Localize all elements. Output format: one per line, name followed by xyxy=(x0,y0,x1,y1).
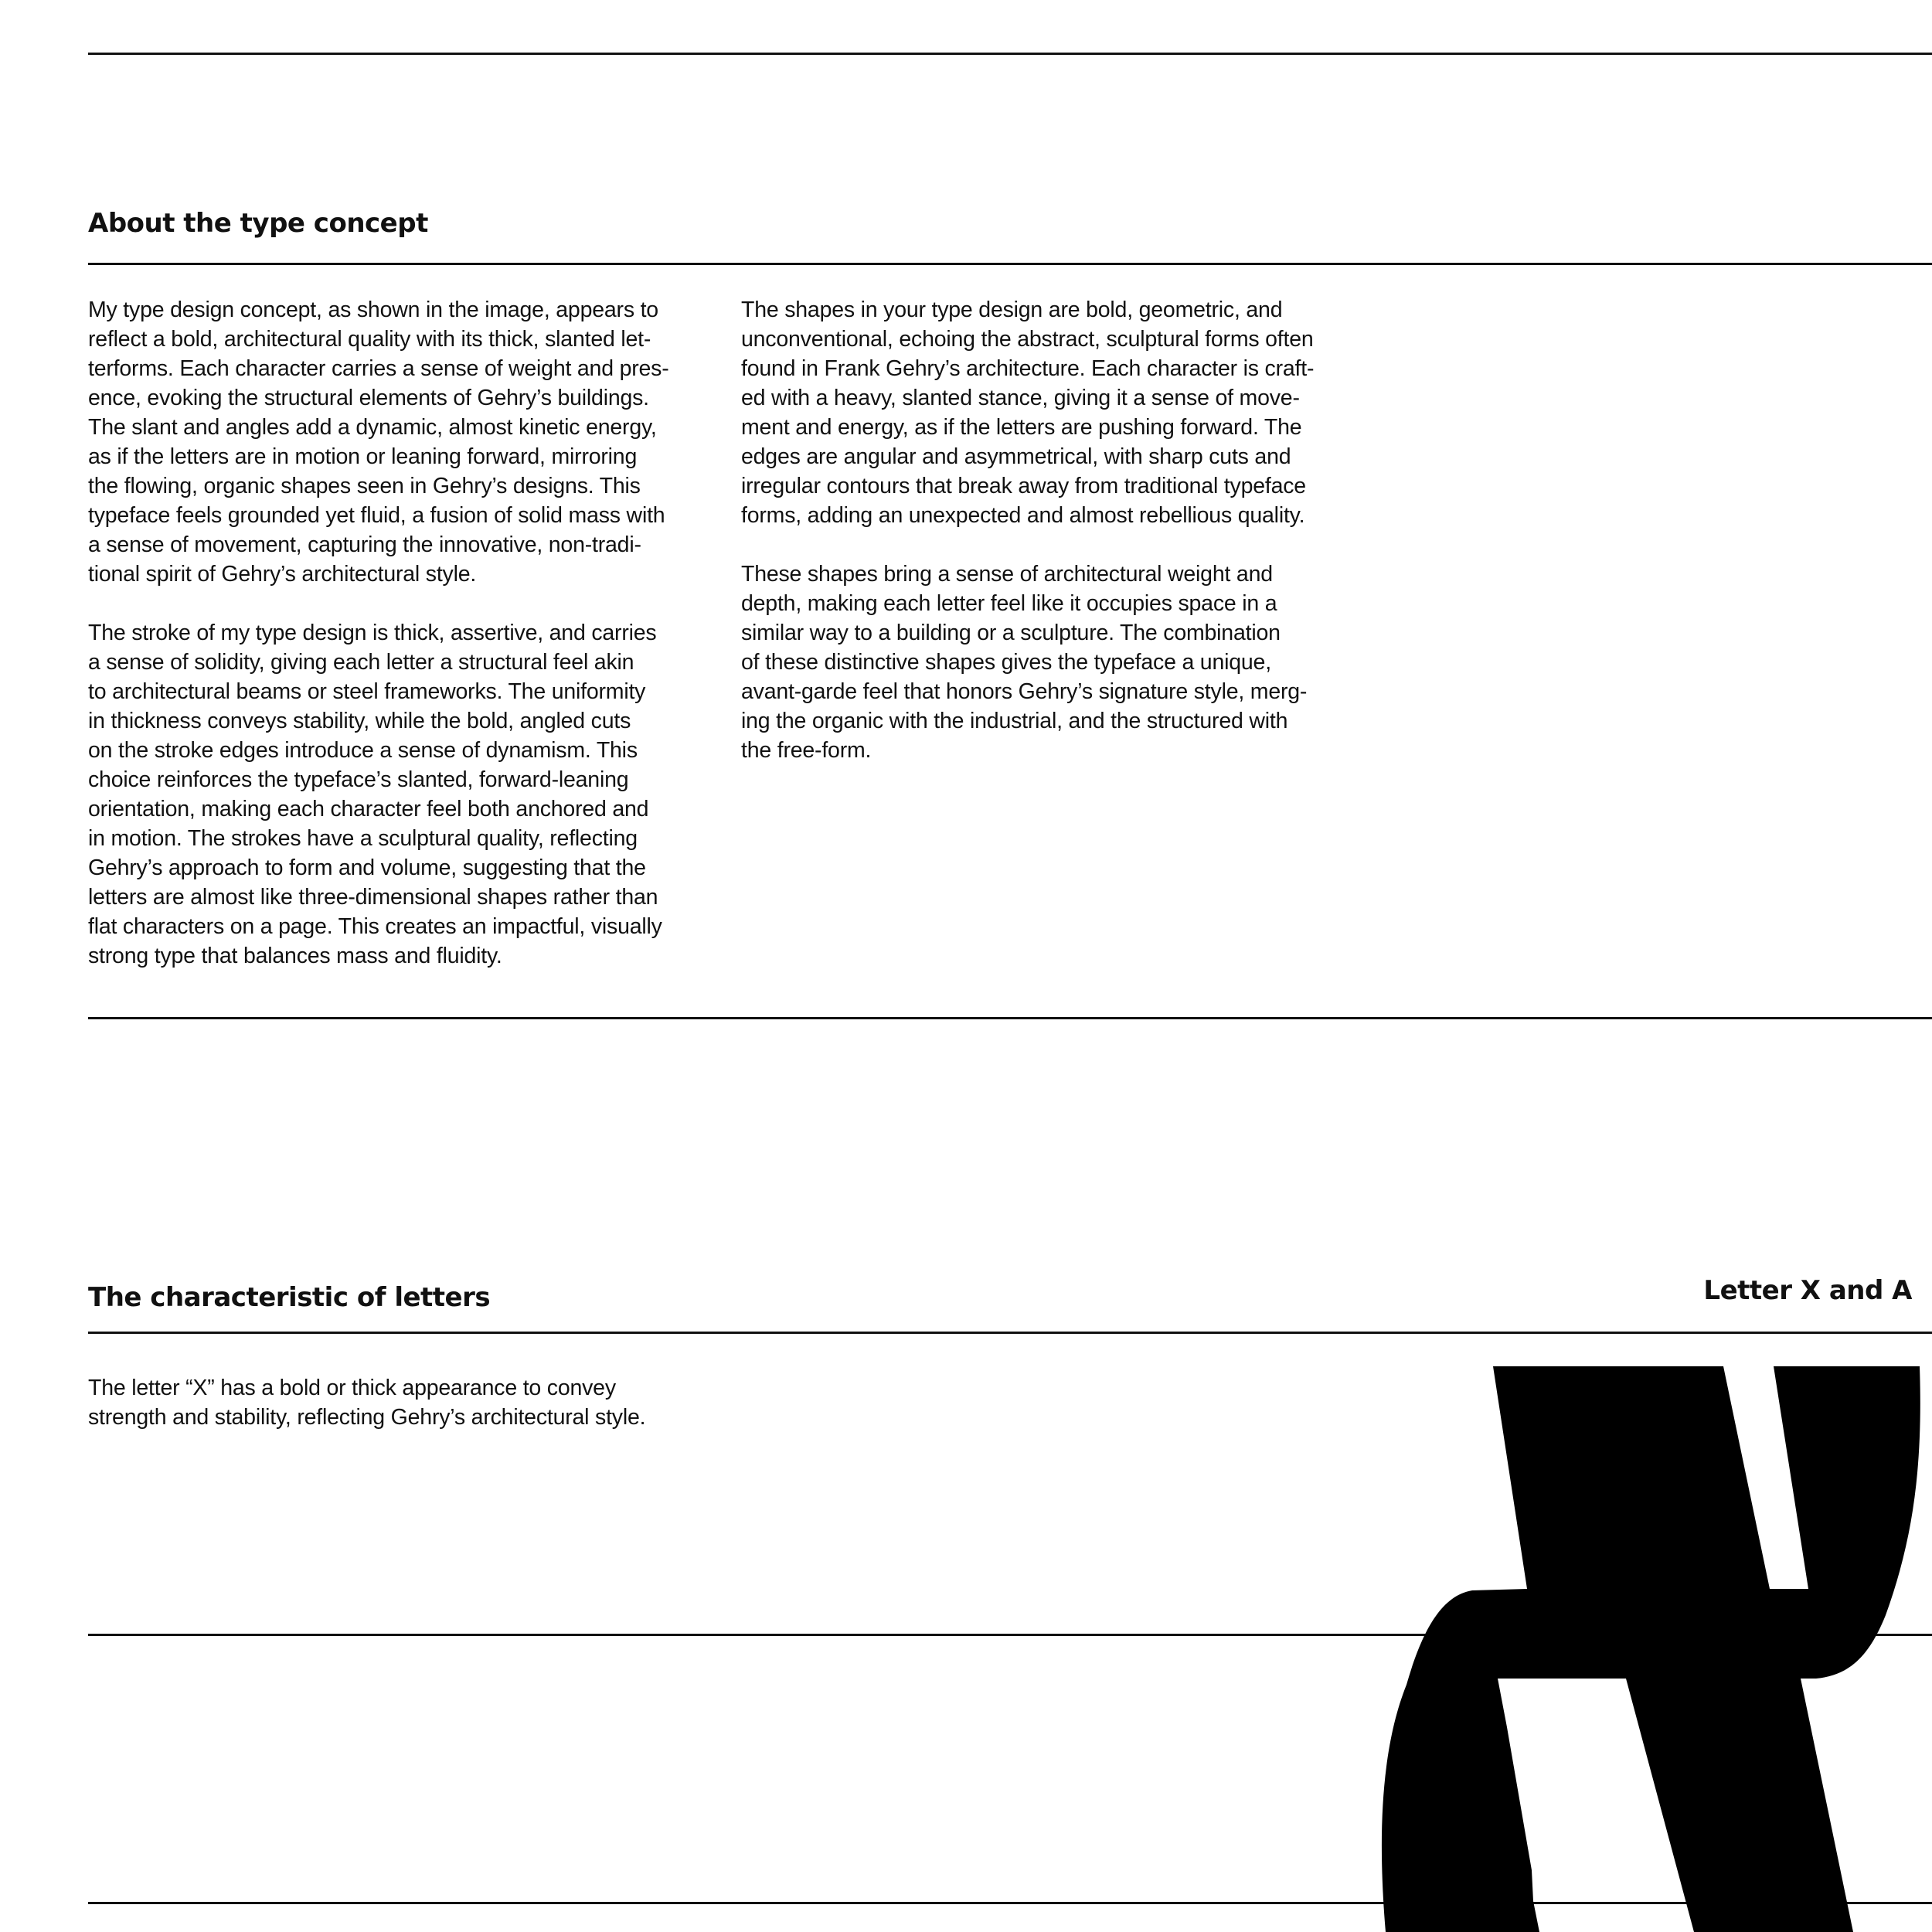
letter-x-and-a-glyph-icon xyxy=(1376,1360,1932,1932)
text-line: The letter “X” has a bold or thick appearance to convey xyxy=(88,1376,616,1400)
text-line: similar way to a building or a sculpture. The combination xyxy=(741,621,1281,645)
text-line: orientation, making each character feel both anchored and xyxy=(88,797,649,821)
text-line: to architectural beams or steel frameworks. The uniformity xyxy=(88,679,646,704)
glyph-shape xyxy=(1382,1366,1920,1932)
text-line: in thickness conveys stability, while the bold, angled cuts xyxy=(88,709,631,733)
text-line: choice reinforces the typeface’s slanted, forward-leaning xyxy=(88,767,629,792)
text-line: The shapes in your type design are bold, geometric, and xyxy=(741,298,1283,322)
stroke-paragraph xyxy=(88,618,669,971)
text-line: depth, making each letter feel like it occupies space in a xyxy=(741,591,1277,616)
text-line: in motion. The strokes have a sculptural quality, reflecting xyxy=(88,826,638,851)
text-line: the free-form. xyxy=(741,738,872,763)
text-line: avant-garde feel that honors Gehry’s signature style, merg- xyxy=(741,679,1308,704)
text-line: on the stroke edges introduce a sense of dynamism. This xyxy=(88,738,638,763)
letters-title-rule xyxy=(88,1332,1932,1334)
text-line: ment and energy, as if the letters are pushing forward. The xyxy=(741,415,1302,440)
text-line: These shapes bring a sense of architectural weight and xyxy=(741,562,1273,587)
letter-x-paragraph xyxy=(88,1373,645,1432)
text-line: ence, evoking the structural elements of Gehry’s buildings. xyxy=(88,386,649,410)
text-line: ing the organic with the industrial, and the structured with xyxy=(741,709,1288,733)
shapes-paragraph xyxy=(741,295,1314,530)
letters-section-title: The characteristic of letters xyxy=(88,1282,491,1313)
concept-column-right xyxy=(741,295,1314,794)
text-line: forms, adding an unexpected and almost rebellious quality. xyxy=(741,503,1305,528)
text-line: unconventional, echoing the abstract, sculptural forms often xyxy=(741,327,1314,352)
concept-section-title: About the type concept xyxy=(88,208,428,239)
text-line: found in Frank Gehry’s architecture. Each character is craft- xyxy=(741,356,1315,381)
text-line: ed with a heavy, slanted stance, giving it a sense of move- xyxy=(741,386,1300,410)
text-line: strong type that balances mass and fluidity. xyxy=(88,944,502,968)
concept-column-left xyxy=(88,295,669,1000)
text-line: letters are almost like three-dimensional shapes rather than xyxy=(88,885,658,910)
text-line: terforms. Each character carries a sense of weight and pres- xyxy=(88,356,669,381)
text-line: the flowing, organic shapes seen in Gehry’s designs. This xyxy=(88,474,641,498)
top-rule xyxy=(88,53,1932,55)
concept-paragraph xyxy=(88,295,669,589)
text-line: a sense of solidity, giving each letter a structural feel akin xyxy=(88,650,634,675)
text-line: of these distinctive shapes gives the typeface a unique, xyxy=(741,650,1271,675)
text-line: The stroke of my type design is thick, assertive, and carries xyxy=(88,621,657,645)
concept-section-end-rule xyxy=(88,1017,1932,1019)
text-line: edges are angular and asymmetrical, with sharp cuts and xyxy=(741,444,1291,469)
text-line: reflect a bold, architectural quality with its thick, slanted let- xyxy=(88,327,651,352)
text-line: typeface feels grounded yet fluid, a fusion of solid mass with xyxy=(88,503,665,528)
letter-x-and-a-label: Letter X and A xyxy=(1703,1275,1912,1306)
weight-paragraph xyxy=(741,560,1314,765)
text-line: The slant and angles add a dynamic, almost kinetic energy, xyxy=(88,415,657,440)
text-line: My type design concept, as shown in the image, appears to xyxy=(88,298,658,322)
text-line: a sense of movement, capturing the innovative, non-tradi- xyxy=(88,532,641,557)
text-line: irregular contours that break away from traditional typeface xyxy=(741,474,1306,498)
letters-description xyxy=(88,1373,645,1461)
text-line: tional spirit of Gehry’s architectural style. xyxy=(88,562,477,587)
text-line: strength and stability, reflecting Gehry’s architectural style. xyxy=(88,1405,646,1430)
text-line: Gehry’s approach to form and volume, suggesting that the xyxy=(88,855,646,880)
text-line: flat characters on a page. This creates an impactful, visually xyxy=(88,914,662,939)
concept-title-rule xyxy=(88,263,1932,265)
text-line: as if the letters are in motion or leaning forward, mirroring xyxy=(88,444,638,469)
